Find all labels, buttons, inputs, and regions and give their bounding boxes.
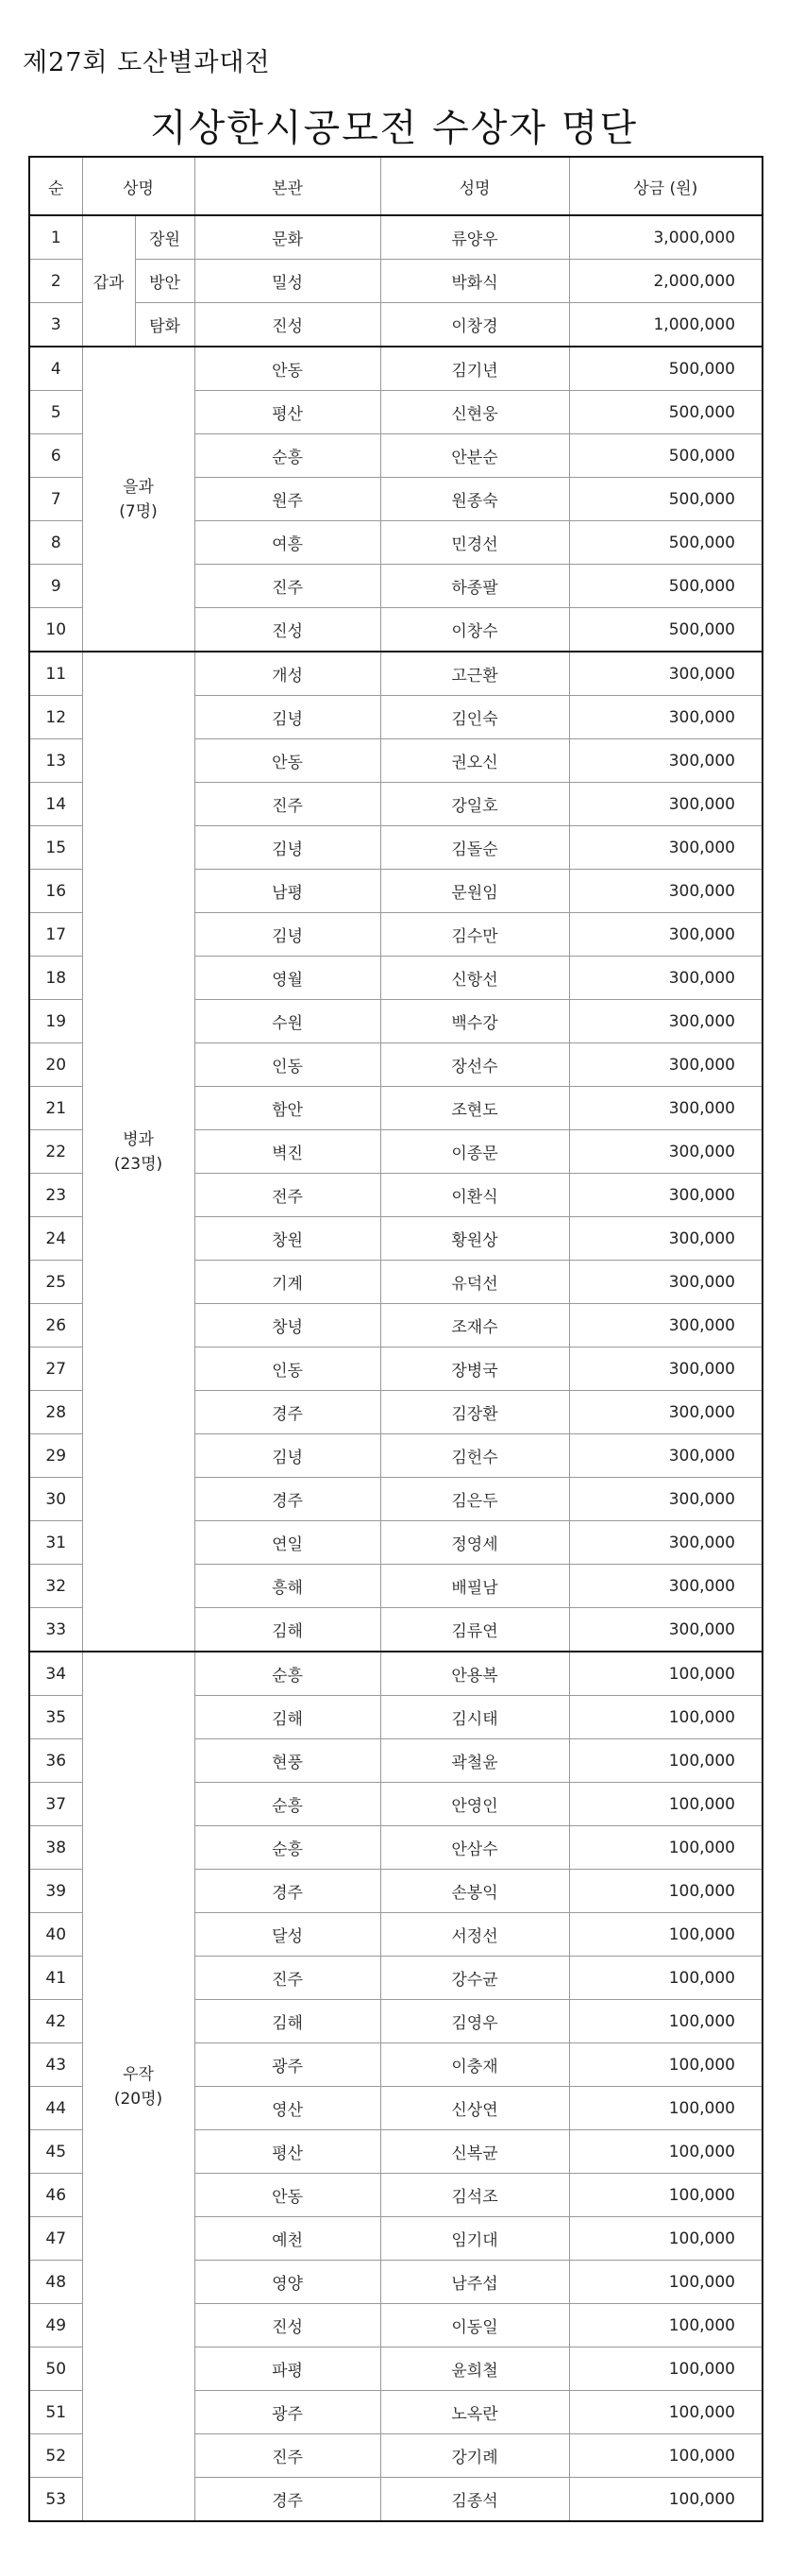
prize-cell: 100,000 <box>569 2043 763 2087</box>
rank-cell: 46 <box>29 2174 82 2217</box>
rank-cell: 3 <box>29 303 82 347</box>
name-cell: 이창수 <box>380 608 569 652</box>
rank-cell: 1 <box>29 215 82 260</box>
origin-cell: 예천 <box>194 2217 380 2261</box>
prize-cell: 300,000 <box>569 1174 763 1217</box>
name-cell: 장병국 <box>380 1347 569 1391</box>
origin-cell: 창녕 <box>194 1304 380 1347</box>
prize-cell: 100,000 <box>569 1870 763 1913</box>
origin-cell: 진성 <box>194 608 380 652</box>
rank-cell: 53 <box>29 2478 82 2522</box>
award-sub-cell: 장원 <box>135 215 194 260</box>
origin-cell: 원주 <box>194 478 380 521</box>
rank-cell: 26 <box>29 1304 82 1347</box>
award-group-label: 을과 <box>123 477 154 497</box>
name-cell: 안영인 <box>380 1783 569 1826</box>
origin-cell: 연일 <box>194 1521 380 1565</box>
award-group-cell <box>82 347 194 652</box>
origin-cell: 경주 <box>194 1478 380 1521</box>
name-cell: 장선수 <box>380 1043 569 1087</box>
prize-cell: 100,000 <box>569 2434 763 2478</box>
prize-cell: 100,000 <box>569 2261 763 2304</box>
name-cell: 배필남 <box>380 1565 569 1608</box>
prize-cell: 300,000 <box>569 1478 763 1521</box>
name-cell: 김헌수 <box>380 1434 569 1478</box>
name-cell: 고근환 <box>380 652 569 696</box>
name-cell: 유덕선 <box>380 1261 569 1304</box>
prize-cell: 300,000 <box>569 1347 763 1391</box>
header-rank: 순 <box>29 157 82 215</box>
rank-cell: 2 <box>29 260 82 303</box>
name-cell: 김영우 <box>380 2000 569 2043</box>
name-cell: 안용복 <box>380 1652 569 1696</box>
name-cell: 김기년 <box>380 347 569 391</box>
origin-cell: 밀성 <box>194 260 380 303</box>
rank-cell: 50 <box>29 2347 82 2391</box>
origin-cell: 진주 <box>194 1957 380 2000</box>
origin-cell: 진주 <box>194 565 380 608</box>
award-group-label: 우작 <box>123 2064 154 2084</box>
origin-cell: 안동 <box>194 2174 380 2217</box>
origin-cell: 경주 <box>194 1391 380 1434</box>
rank-cell: 23 <box>29 1174 82 1217</box>
prize-cell: 300,000 <box>569 957 763 1000</box>
prize-cell: 100,000 <box>569 2000 763 2043</box>
origin-cell: 영양 <box>194 2261 380 2304</box>
rank-cell: 16 <box>29 870 82 913</box>
rank-cell: 30 <box>29 1478 82 1521</box>
origin-cell: 김녕 <box>194 1434 380 1478</box>
rank-cell: 22 <box>29 1130 82 1174</box>
name-cell: 김시태 <box>380 1696 569 1739</box>
origin-cell: 남평 <box>194 870 380 913</box>
prize-cell: 2,000,000 <box>569 260 763 303</box>
origin-cell: 영월 <box>194 957 380 1000</box>
award-group-count: (7명) <box>119 501 158 521</box>
prize-cell: 300,000 <box>569 1565 763 1608</box>
rank-cell: 13 <box>29 739 82 783</box>
table-row <box>29 652 763 696</box>
rank-cell: 32 <box>29 1565 82 1608</box>
event-title: 제27회 도산별과대전 <box>23 48 271 77</box>
award-group-label: 병과 <box>123 1129 154 1149</box>
rank-cell: 27 <box>29 1347 82 1391</box>
rank-cell: 24 <box>29 1217 82 1261</box>
origin-cell: 달성 <box>194 1913 380 1957</box>
origin-cell: 광주 <box>194 2043 380 2087</box>
origin-cell: 진주 <box>194 783 380 826</box>
rank-cell: 34 <box>29 1652 82 1696</box>
prize-cell: 300,000 <box>569 1087 763 1130</box>
origin-cell: 진성 <box>194 2304 380 2347</box>
prize-cell: 500,000 <box>569 478 763 521</box>
prize-cell: 100,000 <box>569 1652 763 1696</box>
origin-cell: 경주 <box>194 1870 380 1913</box>
header-prize: 상금 (원) <box>569 157 763 215</box>
rank-cell: 19 <box>29 1000 82 1043</box>
rank-cell: 47 <box>29 2217 82 2261</box>
prize-cell: 500,000 <box>569 391 763 434</box>
name-cell: 이환식 <box>380 1174 569 1217</box>
prize-cell: 100,000 <box>569 2478 763 2522</box>
rank-cell: 17 <box>29 913 82 957</box>
name-cell: 강수균 <box>380 1957 569 2000</box>
prize-cell: 100,000 <box>569 1826 763 1870</box>
rank-cell: 31 <box>29 1521 82 1565</box>
prize-cell: 300,000 <box>569 783 763 826</box>
name-cell: 이종문 <box>380 1130 569 1174</box>
prize-cell: 100,000 <box>569 1739 763 1783</box>
rank-cell: 40 <box>29 1913 82 1957</box>
rank-cell: 37 <box>29 1783 82 1826</box>
rank-cell: 35 <box>29 1696 82 1739</box>
prize-cell: 300,000 <box>569 1304 763 1347</box>
award-group-cell <box>82 652 194 1652</box>
prize-cell: 300,000 <box>569 1043 763 1087</box>
prize-cell: 300,000 <box>569 696 763 739</box>
table-header-row <box>29 157 763 215</box>
prize-cell: 300,000 <box>569 1391 763 1434</box>
origin-cell: 김해 <box>194 2000 380 2043</box>
rank-cell: 11 <box>29 652 82 696</box>
rank-cell: 45 <box>29 2130 82 2174</box>
origin-cell: 광주 <box>194 2391 380 2434</box>
origin-cell: 김녕 <box>194 696 380 739</box>
origin-cell: 여흥 <box>194 521 380 565</box>
name-cell: 김종석 <box>380 2478 569 2522</box>
name-cell: 김돌순 <box>380 826 569 870</box>
rank-cell: 39 <box>29 1870 82 1913</box>
table-row <box>29 347 763 391</box>
origin-cell: 순흥 <box>194 434 380 478</box>
table-body <box>29 215 763 2521</box>
award-group-cell: 갑과 <box>82 215 135 347</box>
prize-cell: 300,000 <box>569 826 763 870</box>
origin-cell: 흥해 <box>194 1565 380 1608</box>
rank-cell: 12 <box>29 696 82 739</box>
origin-cell: 파평 <box>194 2347 380 2391</box>
origin-cell: 진성 <box>194 303 380 347</box>
prize-cell: 300,000 <box>569 739 763 783</box>
name-cell: 김장환 <box>380 1391 569 1434</box>
rank-cell: 18 <box>29 957 82 1000</box>
name-cell: 원종숙 <box>380 478 569 521</box>
origin-cell: 개성 <box>194 652 380 696</box>
origin-cell: 김녕 <box>194 826 380 870</box>
name-cell: 신현웅 <box>380 391 569 434</box>
rank-cell: 15 <box>29 826 82 870</box>
origin-cell: 김해 <box>194 1696 380 1739</box>
rank-cell: 29 <box>29 1434 82 1478</box>
prize-cell: 300,000 <box>569 913 763 957</box>
name-cell: 이동일 <box>380 2304 569 2347</box>
rank-cell: 9 <box>29 565 82 608</box>
origin-cell: 진주 <box>194 2434 380 2478</box>
prize-cell: 100,000 <box>569 2174 763 2217</box>
name-cell: 민경선 <box>380 521 569 565</box>
prize-cell: 300,000 <box>569 1000 763 1043</box>
origin-cell: 평산 <box>194 391 380 434</box>
name-cell: 백수강 <box>380 1000 569 1043</box>
origin-cell: 순흥 <box>194 1783 380 1826</box>
header-name: 성명 <box>380 157 569 215</box>
origin-cell: 기계 <box>194 1261 380 1304</box>
prize-cell: 100,000 <box>569 2217 763 2261</box>
prize-cell: 500,000 <box>569 565 763 608</box>
origin-cell: 경주 <box>194 2478 380 2522</box>
name-cell: 강일호 <box>380 783 569 826</box>
rank-cell: 51 <box>29 2391 82 2434</box>
name-cell: 황원상 <box>380 1217 569 1261</box>
name-cell: 남주섭 <box>380 2261 569 2304</box>
prize-cell: 300,000 <box>569 1434 763 1478</box>
origin-cell: 김해 <box>194 1608 380 1652</box>
rank-cell: 5 <box>29 391 82 434</box>
rank-cell: 7 <box>29 478 82 521</box>
name-cell: 하종팔 <box>380 565 569 608</box>
rank-cell: 52 <box>29 2434 82 2478</box>
rank-cell: 36 <box>29 1739 82 1783</box>
name-cell: 김은두 <box>380 1478 569 1521</box>
name-cell: 김석조 <box>380 2174 569 2217</box>
award-group-count: (23명) <box>113 1154 163 1174</box>
prize-cell: 3,000,000 <box>569 215 763 260</box>
origin-cell: 문화 <box>194 215 380 260</box>
name-cell: 문원임 <box>380 870 569 913</box>
prize-cell: 300,000 <box>569 1521 763 1565</box>
table-row <box>29 260 763 303</box>
name-cell: 곽철윤 <box>380 1739 569 1783</box>
origin-cell: 순흥 <box>194 1826 380 1870</box>
name-cell: 김인숙 <box>380 696 569 739</box>
header-award: 상명 <box>82 157 194 215</box>
table-row <box>29 303 763 347</box>
prize-cell: 100,000 <box>569 1696 763 1739</box>
prize-cell: 100,000 <box>569 1783 763 1826</box>
document-title: 지상한시공모전 수상자 명단 <box>149 107 639 150</box>
rank-cell: 49 <box>29 2304 82 2347</box>
prize-cell: 100,000 <box>569 2347 763 2391</box>
prize-cell: 300,000 <box>569 870 763 913</box>
prize-cell: 300,000 <box>569 1217 763 1261</box>
origin-cell: 벽진 <box>194 1130 380 1174</box>
name-cell: 신항선 <box>380 957 569 1000</box>
name-cell: 신상연 <box>380 2087 569 2130</box>
name-cell: 노옥란 <box>380 2391 569 2434</box>
rank-cell: 6 <box>29 434 82 478</box>
prize-cell: 1,000,000 <box>569 303 763 347</box>
name-cell: 박화식 <box>380 260 569 303</box>
name-cell: 강기례 <box>380 2434 569 2478</box>
rank-cell: 43 <box>29 2043 82 2087</box>
award-group-cell <box>82 1652 194 2521</box>
table-row <box>29 215 763 260</box>
origin-cell: 안동 <box>194 347 380 391</box>
table-row <box>29 1652 763 1696</box>
award-group-count: (20명) <box>113 2089 163 2109</box>
name-cell: 신복균 <box>380 2130 569 2174</box>
prize-cell: 100,000 <box>569 2391 763 2434</box>
rank-cell: 33 <box>29 1608 82 1652</box>
name-cell: 김수만 <box>380 913 569 957</box>
origin-cell: 안동 <box>194 739 380 783</box>
origin-cell: 인동 <box>194 1347 380 1391</box>
rank-cell: 4 <box>29 347 82 391</box>
prize-cell: 500,000 <box>569 608 763 652</box>
rank-cell: 8 <box>29 521 82 565</box>
name-cell: 권오신 <box>380 739 569 783</box>
rank-cell: 21 <box>29 1087 82 1130</box>
prize-cell: 500,000 <box>569 434 763 478</box>
rank-cell: 14 <box>29 783 82 826</box>
name-cell: 조재수 <box>380 1304 569 1347</box>
origin-cell: 전주 <box>194 1174 380 1217</box>
origin-cell: 현풍 <box>194 1739 380 1783</box>
rank-cell: 28 <box>29 1391 82 1434</box>
prize-cell: 300,000 <box>569 1130 763 1174</box>
name-cell: 류양우 <box>380 215 569 260</box>
award-sub-cell: 탐화 <box>135 303 194 347</box>
name-cell: 손봉익 <box>380 1870 569 1913</box>
rank-cell: 42 <box>29 2000 82 2043</box>
origin-cell: 김녕 <box>194 913 380 957</box>
prize-cell: 100,000 <box>569 2130 763 2174</box>
prize-cell: 100,000 <box>569 2087 763 2130</box>
rank-cell: 10 <box>29 608 82 652</box>
rank-cell: 38 <box>29 1826 82 1870</box>
prize-cell: 500,000 <box>569 347 763 391</box>
prize-cell: 300,000 <box>569 1261 763 1304</box>
award-sub-cell: 방안 <box>135 260 194 303</box>
origin-cell: 함안 <box>194 1087 380 1130</box>
rank-cell: 20 <box>29 1043 82 1087</box>
prize-cell: 100,000 <box>569 1957 763 2000</box>
name-cell: 안분순 <box>380 434 569 478</box>
prize-cell: 100,000 <box>569 2304 763 2347</box>
rank-cell: 25 <box>29 1261 82 1304</box>
origin-cell: 수원 <box>194 1000 380 1043</box>
rank-cell: 48 <box>29 2261 82 2304</box>
origin-cell: 영산 <box>194 2087 380 2130</box>
name-cell: 서정선 <box>380 1913 569 1957</box>
origin-cell: 창원 <box>194 1217 380 1261</box>
name-cell: 정영세 <box>380 1521 569 1565</box>
name-cell: 안삼수 <box>380 1826 569 1870</box>
origin-cell: 인동 <box>194 1043 380 1087</box>
winners-table <box>28 156 763 2522</box>
name-cell: 이창경 <box>380 303 569 347</box>
name-cell: 김류연 <box>380 1608 569 1652</box>
rank-cell: 41 <box>29 1957 82 2000</box>
name-cell: 윤희철 <box>380 2347 569 2391</box>
prize-cell: 300,000 <box>569 652 763 696</box>
origin-cell: 순흥 <box>194 1652 380 1696</box>
name-cell: 이충재 <box>380 2043 569 2087</box>
header-origin: 본관 <box>194 157 380 215</box>
prize-cell: 300,000 <box>569 1608 763 1652</box>
prize-cell: 500,000 <box>569 521 763 565</box>
prize-cell: 100,000 <box>569 1913 763 1957</box>
name-cell: 조현도 <box>380 1087 569 1130</box>
rank-cell: 44 <box>29 2087 82 2130</box>
origin-cell: 평산 <box>194 2130 380 2174</box>
name-cell: 임기대 <box>380 2217 569 2261</box>
